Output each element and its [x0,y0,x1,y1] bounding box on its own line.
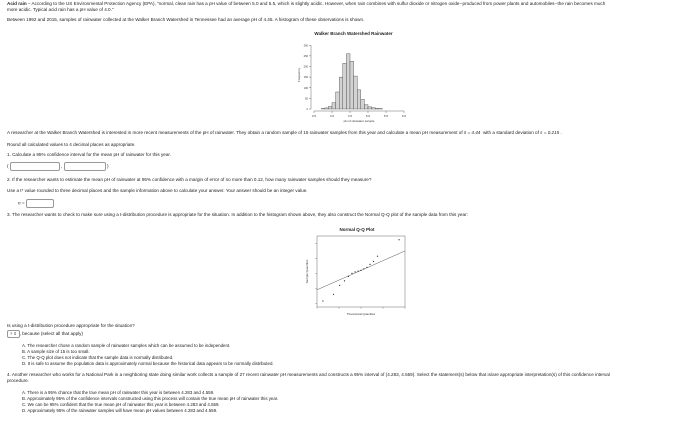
q4-option-c[interactable]: C. We can be 95% confident that the true mean pH of rainwater this year is between 4.283 and 4.559. [22,402,220,407]
histogram-bar [357,90,361,109]
histogram-x-tick-label: 4.5 [347,113,353,118]
histogram-bar [361,99,365,109]
histogram-x-tick-label: 6.0 [401,113,407,118]
qq-point [339,284,340,285]
histogram-bar [343,63,347,109]
q3-question: Is using a t-distribution procedure appropriate for the situation? [7,323,135,328]
appropriate-select[interactable]: ? ⇕ [7,330,20,338]
histogram-title: Walker Branch Watershed Rainwater [314,31,393,36]
qq-point [398,239,399,240]
intro-text-1: – According to the US Environmental Protection Agency (EPA), "normal, clean rain has a pH value of between 5.0 and 5.5, which is slightly acidic. However, when rain combines with sulfur dioxide or nitrogen oxide--produced from power plants and automobiles--the rain becomes much [26,1,606,6]
q3-option-d[interactable]: D. It is safe to assume the population data is approximately normal because the historical data appears to be normally distributed. [22,361,274,366]
qq-point [363,268,364,269]
ci-lower-input[interactable] [10,162,63,171]
qq-point [344,280,345,281]
histogram-bar [325,108,329,109]
q3-option-b[interactable]: B. A sample size of 15 is too small. [22,349,90,354]
qq-point [322,300,323,301]
q2-hint: Use a t* value rounded to three decimal places and the sample information above to calculate your answer. Your answer should be an integer value. [7,188,308,193]
q1-text: 1. Calculate a 95% confidence interval for the mean pH of rainwater for this year. [7,152,171,157]
histogram-bar [336,92,340,109]
researcher-text: A researcher at the Walker Branch Watershed is interested in more recent measurements of the pH of rainwater. They obtain a random sample of 15 rainwater samples from this year and calculate a mean pH measurement of x̄ = 4.44 with a standard deviation of s = 0.215 . [7,130,562,135]
q4-option-b[interactable]: B. Approximately 95% of the confidence intervals constructed using this process will contain the true mean pH of rainwater this year. [22,396,279,401]
q1-open-paren: ( [7,163,9,169]
qq-title: Normal Q-Q Plot [339,227,375,232]
round-note: Round all calculated values to 4 decimal places as appropriate. [7,142,136,147]
histogram-x-label: pH of rainwater sample [343,118,375,123]
histogram-bar [375,108,379,109]
researcher-body: A researcher at the Walker Branch Watershed is interested in more recent measurements of the pH of rainwater. They obtain a random sample of 15 rainwater samples from this year and calculate a mean pH measurement of [7,130,463,135]
sd-text: with a standard deviation of [482,130,539,135]
because-text: , because (select all that apply) [19,331,84,337]
intro-line-1 [7,1,605,7]
histogram-y-tick-label: 300 [303,43,308,47]
qq-plot [303,233,411,319]
sample-size-input[interactable] [26,199,54,208]
qq-x-label: Theoretical Quantiles [346,311,376,316]
histogram-bar [368,107,372,109]
histogram-bar [354,76,358,109]
intro-context: Between 1992 and 2015, samples of rainwater collected at the Walker Branch Watershed in Tennessee had an average pH of 4.45. A histogram of these observations is shown. [7,17,365,22]
histogram-bar [372,107,376,108]
histogram-x-tick-label: 3.5 [311,113,317,118]
histogram-bar [328,106,332,109]
q1-interval [7,162,108,171]
histogram-x-tick-label: 4.0 [329,113,335,118]
q2-answer-row [18,199,54,208]
qq-point [373,260,374,261]
mean-expr: x̄ = 4.44 [463,130,481,135]
histogram-y-tick-label: 0 [306,107,308,111]
qq-point [366,266,367,267]
sd-expr: s = 0.215 [540,130,560,135]
q1-comma: , [61,163,63,169]
qq-point [354,271,355,272]
histogram-y-tick-label: 50 [305,97,308,100]
histogram-bar [364,104,368,108]
q3-select-row [7,330,83,338]
qq-point [333,293,334,294]
histogram-y-tick-label: 200 [303,65,308,69]
q1-close-paren: ) [106,163,109,169]
qq-figure [303,227,411,319]
q4-text-2: procedure. [7,378,29,383]
q3-option-c[interactable]: C. The Q-Q plot does not indicate that the sample data is normally distributed. [22,355,174,360]
histogram-y-tick-label: 100 [303,86,308,90]
qq-point [358,270,359,271]
histogram-bar [332,102,336,108]
q4-option-d[interactable]: D. Approximately 95% of the rainwater samples will have mean pH values between 4.283 and 4.559. [22,408,218,413]
histogram-bar [346,53,350,108]
q3-option-a[interactable]: A. The researcher chose a random sample of rainwater samples which can be assumed to be independent. [22,343,231,348]
q2-text: 2. If the researcher wants to estimate the mean pH of rainwater at 95% confidence with a margin of error of no more than 0.12, how many rainwater samples should they measure? [7,177,372,182]
qq-point [351,272,352,273]
ci-upper-input[interactable] [64,162,106,171]
histogram-x-tick-label: 5.5 [383,113,389,118]
qq-frame [317,236,405,307]
intro-heading: Acid rain [7,1,27,6]
histogram-figure [296,31,411,125]
intro-line-2: more acidic. Typical acid rain has a pH value of 4.0." [7,7,114,12]
histogram-y-tick-label: 150 [303,75,308,79]
histogram-plot [296,37,411,123]
histogram-y-label: Frequency [297,67,301,82]
q4-text-1: 4. Another researcher who works for a National Park in a neighboring state doing similar work collects a sample of 27 recent rainwater pH measurements and constructs a 95% interval of (4.283, 4.559). Select the statement(s) below that is/are appropriate interpretation(s) of this confidence interval [7,372,610,377]
qq-point [348,275,349,276]
histogram-bar [350,61,354,109]
qq-point [360,269,361,270]
histogram-y-tick-label: 250 [303,54,308,58]
qq-point [369,263,370,264]
histogram-bar [339,77,343,109]
histogram-x-tick-label: 5.0 [365,113,371,118]
q3-text: 3. The researcher wants to check to make sure using a t-distribution procedure is appropriate for the situation. In addition to the histogram shown above, they also construct the Normal Q-Q plot of the sample data from this year: [7,212,468,217]
q4-option-a[interactable]: A. There is a 95% chance that the true mean pH of rainwater this year is between 4.283 and 4.559. [22,390,215,395]
n-label: n = [18,200,25,206]
qq-point [377,255,378,256]
qq-y-label: Sample Quantiles [305,259,309,283]
